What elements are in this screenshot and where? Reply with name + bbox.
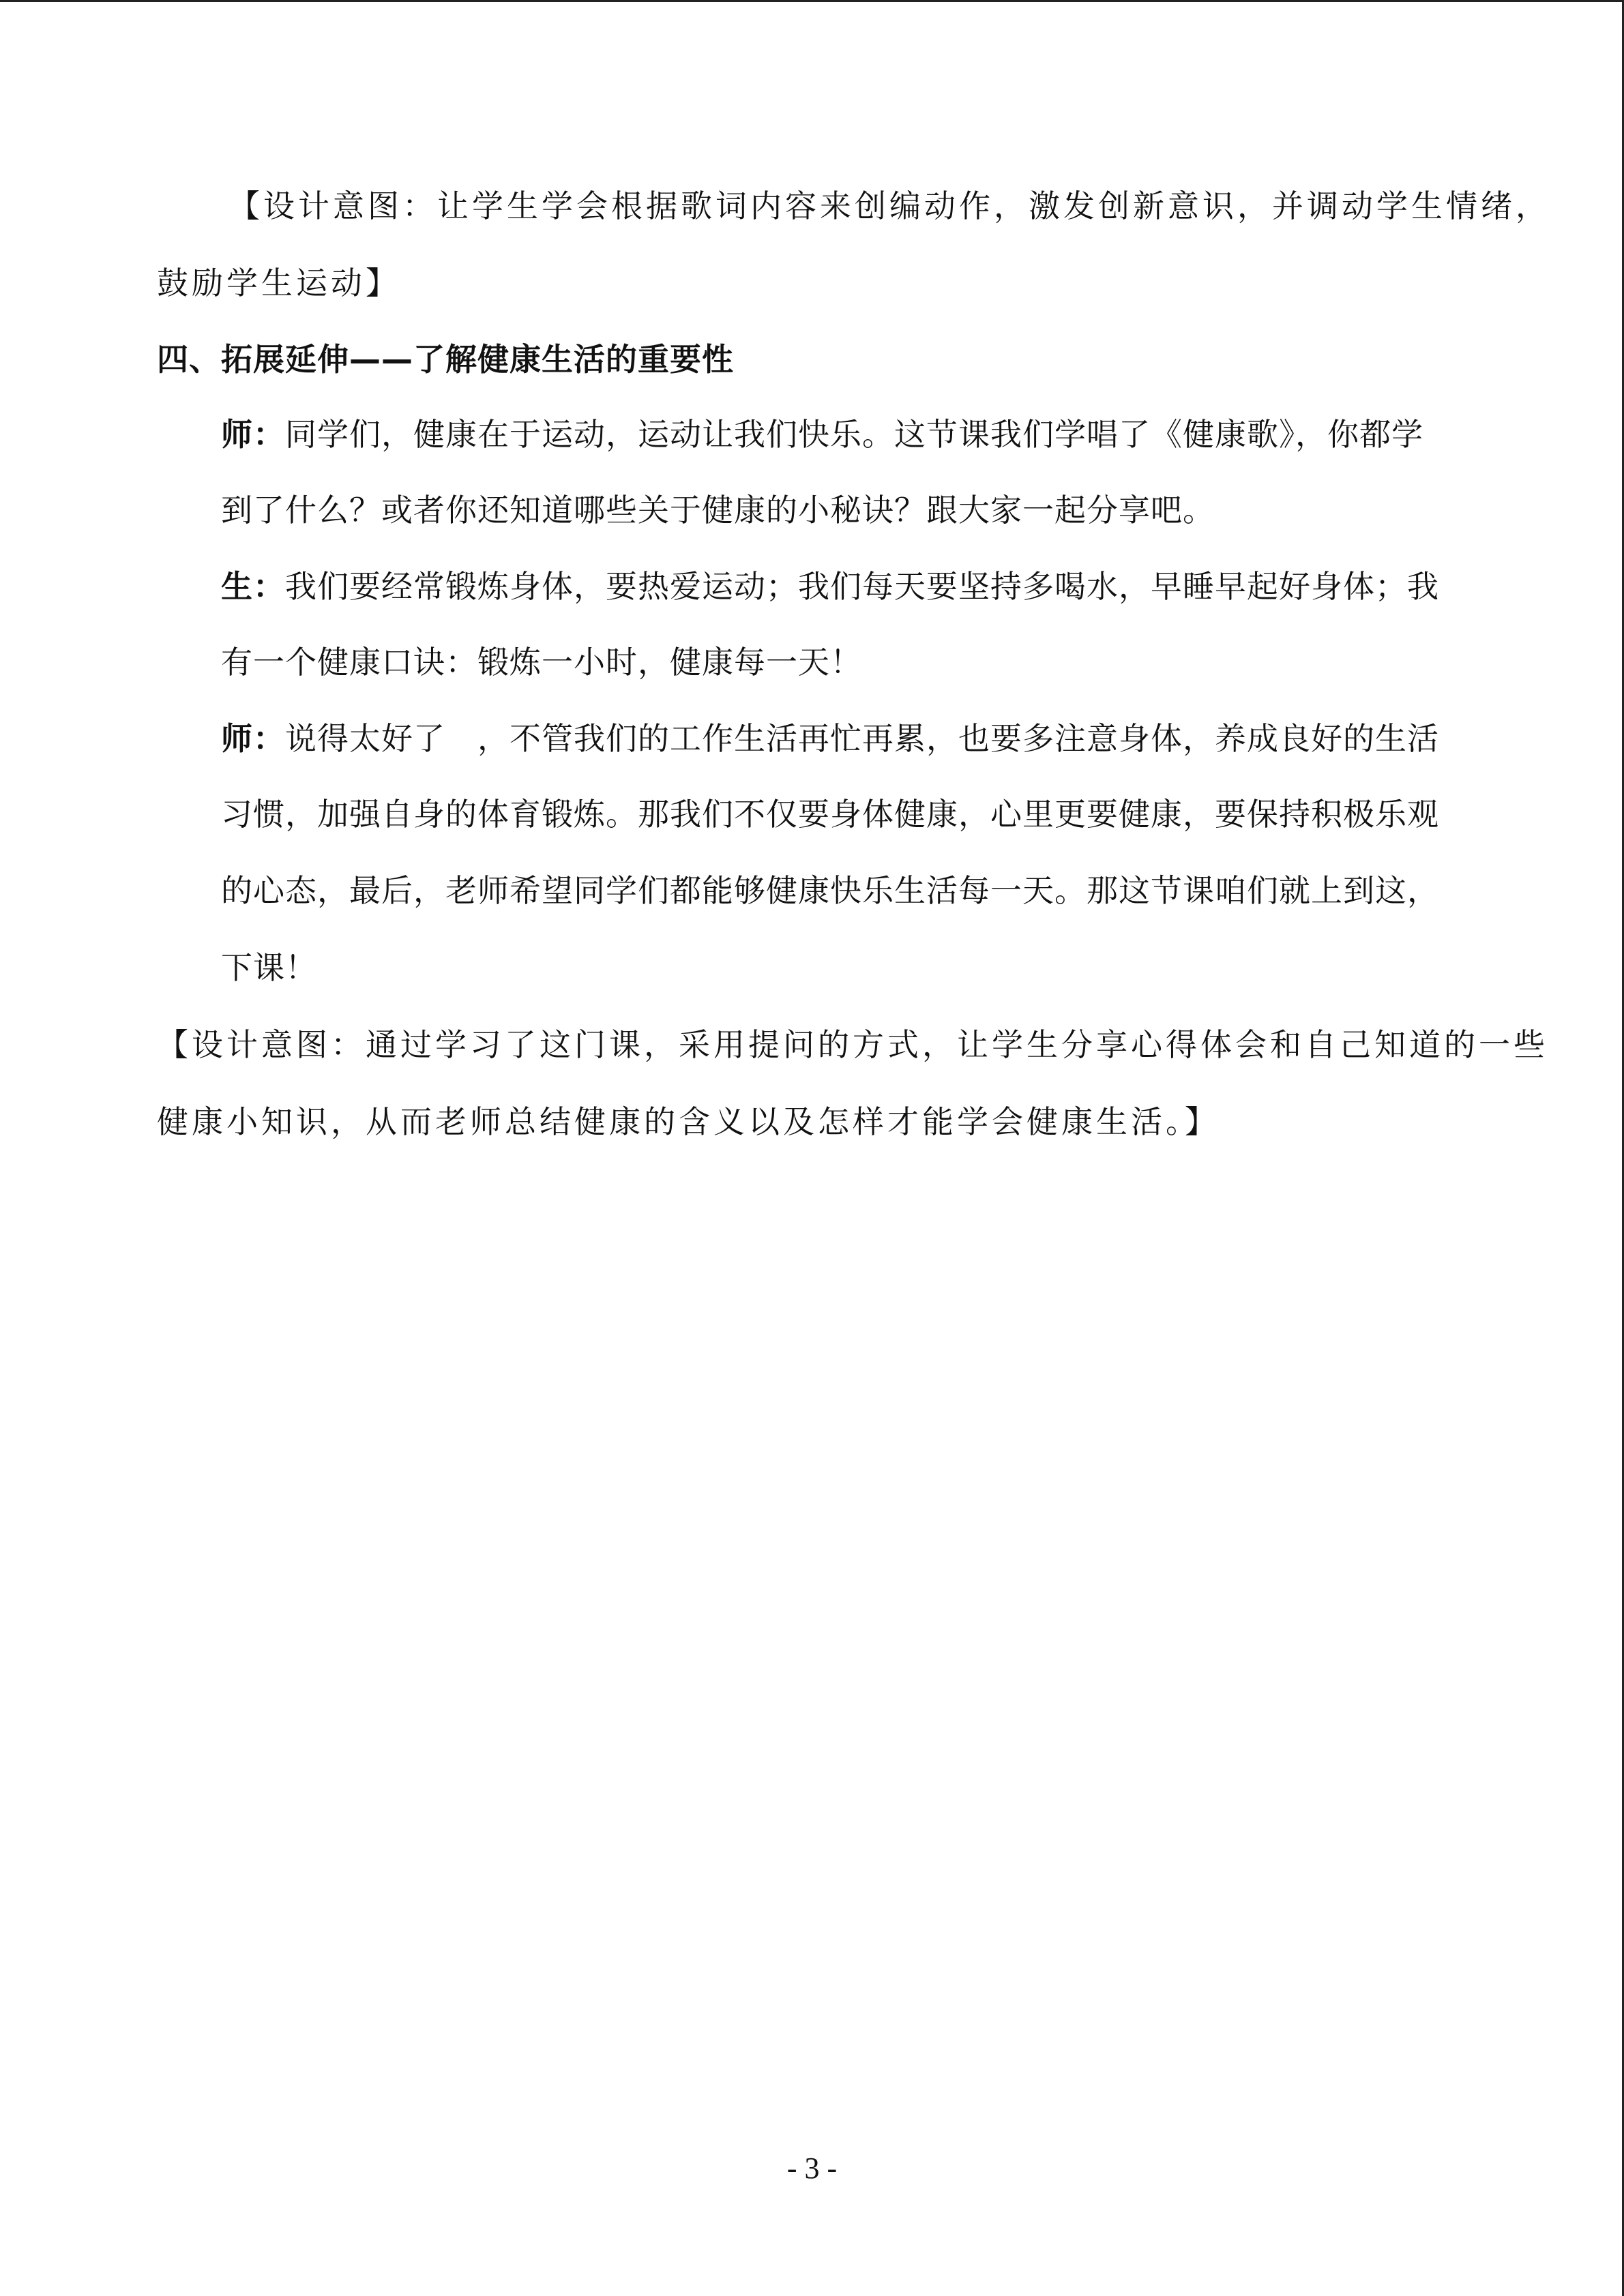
dialogue-3-speaker: 师：	[221, 720, 285, 757]
design-intent-1-line-2: 鼓励学生运动】	[157, 265, 400, 301]
dialogue-3-text-1: 说得太好了 ，不管我们的工作生活再忙再累，也要多注意身体，养成良好的生活	[285, 720, 1439, 757]
dialogue-1-line-1	[221, 414, 1423, 455]
dialogue-1-text-1: 同学们，健康在于运动，运动让我们快乐。这节课我们学唱了《健康歌》，你都学	[285, 416, 1423, 453]
dialogue-2-line-2: 有一个健康口诀：锻炼一小时，健康每一天！	[221, 644, 862, 681]
dialogue-1-line-2: 到了什么？或者你还知道哪些关于健康的小秘诀？跟大家一起分享吧。	[221, 492, 1215, 528]
dialogue-3-line-1	[221, 718, 1439, 759]
section-heading: 四、拓展延伸——了解健康生活的重要性	[157, 341, 734, 378]
dialogue-2-text-1: 我们要经常锻炼身体，要热爱运动；我们每天要坚持多喝水，早睡早起好身体；我	[285, 568, 1439, 605]
dialogue-3-line-4: 下课！	[221, 949, 317, 986]
dialogue-2-line-1	[221, 566, 1439, 607]
design-intent-1-line-1: 【设计意图：让学生学会根据歌词内容来创编动作，激发创新意识，并调动学生情绪，	[228, 188, 1550, 224]
page-number: - 3 -	[786, 2151, 838, 2185]
dialogue-3-line-2: 习惯，加强自身的体育锻炼。那我们不仅要身体健康，心里更要健康，要保持积极乐观	[221, 796, 1439, 833]
design-intent-2-line-2: 健康小知识，从而老师总结健康的含义以及怎样才能学会健康生活。】	[157, 1103, 1220, 1140]
dialogue-2-speaker: 生：	[221, 568, 285, 605]
dialogue-3-line-3: 的心态，最后，老师希望同学们都能够健康快乐生活每一天。那这节课咱们就上到这，	[221, 872, 1439, 909]
dialogue-1-speaker: 师：	[221, 416, 285, 453]
design-intent-2-line-1: 【设计意图：通过学习了这门课，采用提问的方式，让学生分享心得体会和自己知道的一些	[157, 1026, 1548, 1063]
